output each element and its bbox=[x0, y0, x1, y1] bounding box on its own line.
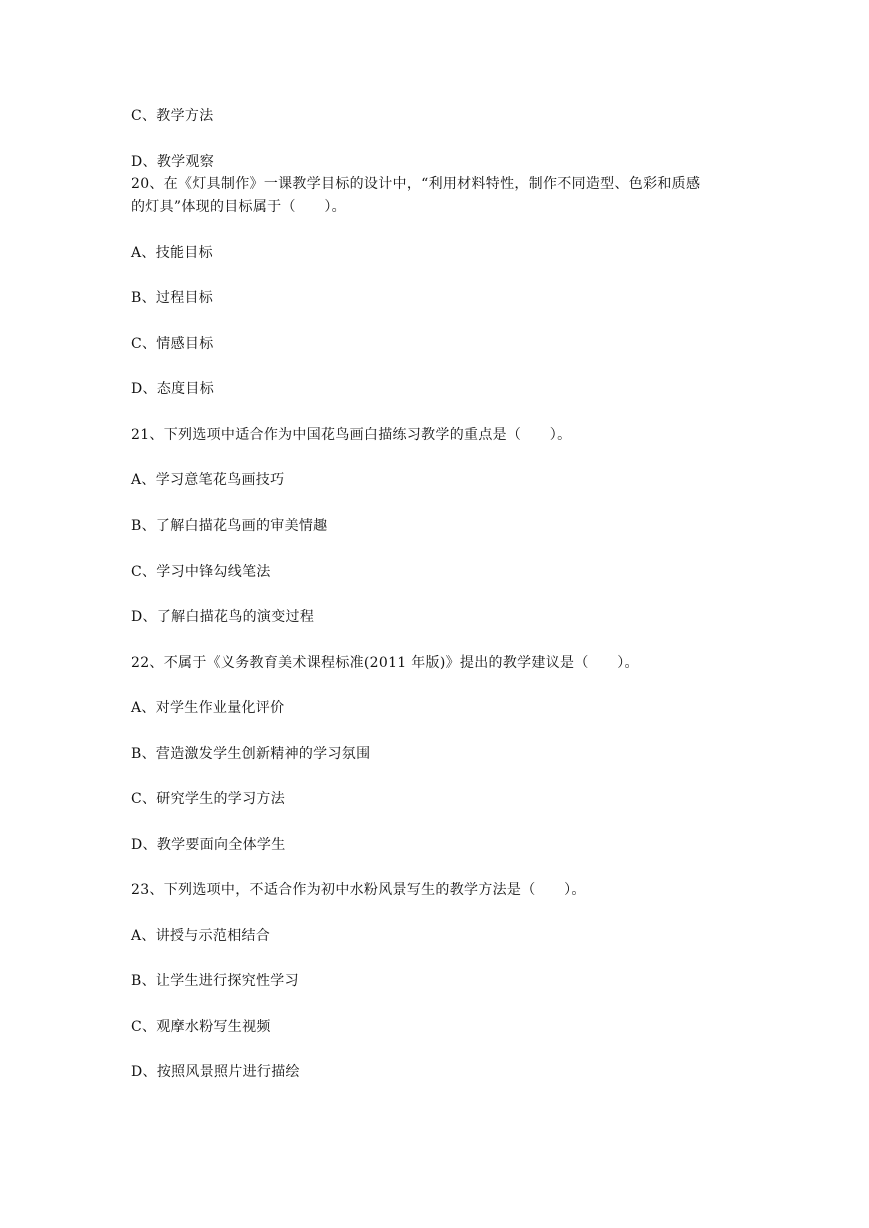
question-stem-continued: 的灯具”体现的目标属于（ ）。 bbox=[131, 199, 346, 215]
option-a: A、对学生作业量化评价 bbox=[131, 700, 285, 716]
option-a: A、学习意笔花鸟画技巧 bbox=[131, 472, 285, 488]
question-stem: 22、不属于《义务教育美术课程标准(2011 年版)》提出的教学建议是（ ）。 bbox=[131, 655, 639, 671]
option-b: B、营造激发学生创新精神的学习氛围 bbox=[131, 746, 371, 762]
option-c: C、情感目标 bbox=[131, 336, 214, 352]
option-c: C、教学方法 bbox=[131, 108, 214, 124]
question-stem: 23、下列选项中，不适合作为初中水粉风景写生的教学方法是（ ）。 bbox=[131, 882, 586, 898]
option-c: C、研究学生的学习方法 bbox=[131, 791, 286, 807]
option-d: D、按照风景照片进行描绘 bbox=[131, 1064, 300, 1080]
option-b: B、让学生进行探究性学习 bbox=[131, 973, 299, 989]
option-a: A、技能目标 bbox=[131, 245, 213, 261]
option-d: D、了解白描花鸟的演变过程 bbox=[131, 609, 315, 625]
option-d: D、教学要面向全体学生 bbox=[131, 837, 286, 853]
option-c: C、观摩水粉写生视频 bbox=[131, 1019, 271, 1035]
option-c: C、学习中锋勾线笔法 bbox=[131, 564, 271, 580]
option-b: B、了解白描花鸟画的审美情趣 bbox=[131, 518, 328, 534]
question-stem: 20、在《灯具制作》一课教学目标的设计中，“利用材料特性，制作不同造型、色彩和质感 bbox=[131, 176, 701, 192]
option-b: B、过程目标 bbox=[131, 290, 214, 306]
option-a: A、讲授与示范相结合 bbox=[131, 928, 271, 944]
option-d: D、态度目标 bbox=[131, 381, 215, 397]
question-stem: 21、下列选项中适合作为中国花鸟画白描练习教学的重点是（ ）。 bbox=[131, 427, 572, 443]
option-d: D、教学观察 bbox=[131, 154, 215, 170]
